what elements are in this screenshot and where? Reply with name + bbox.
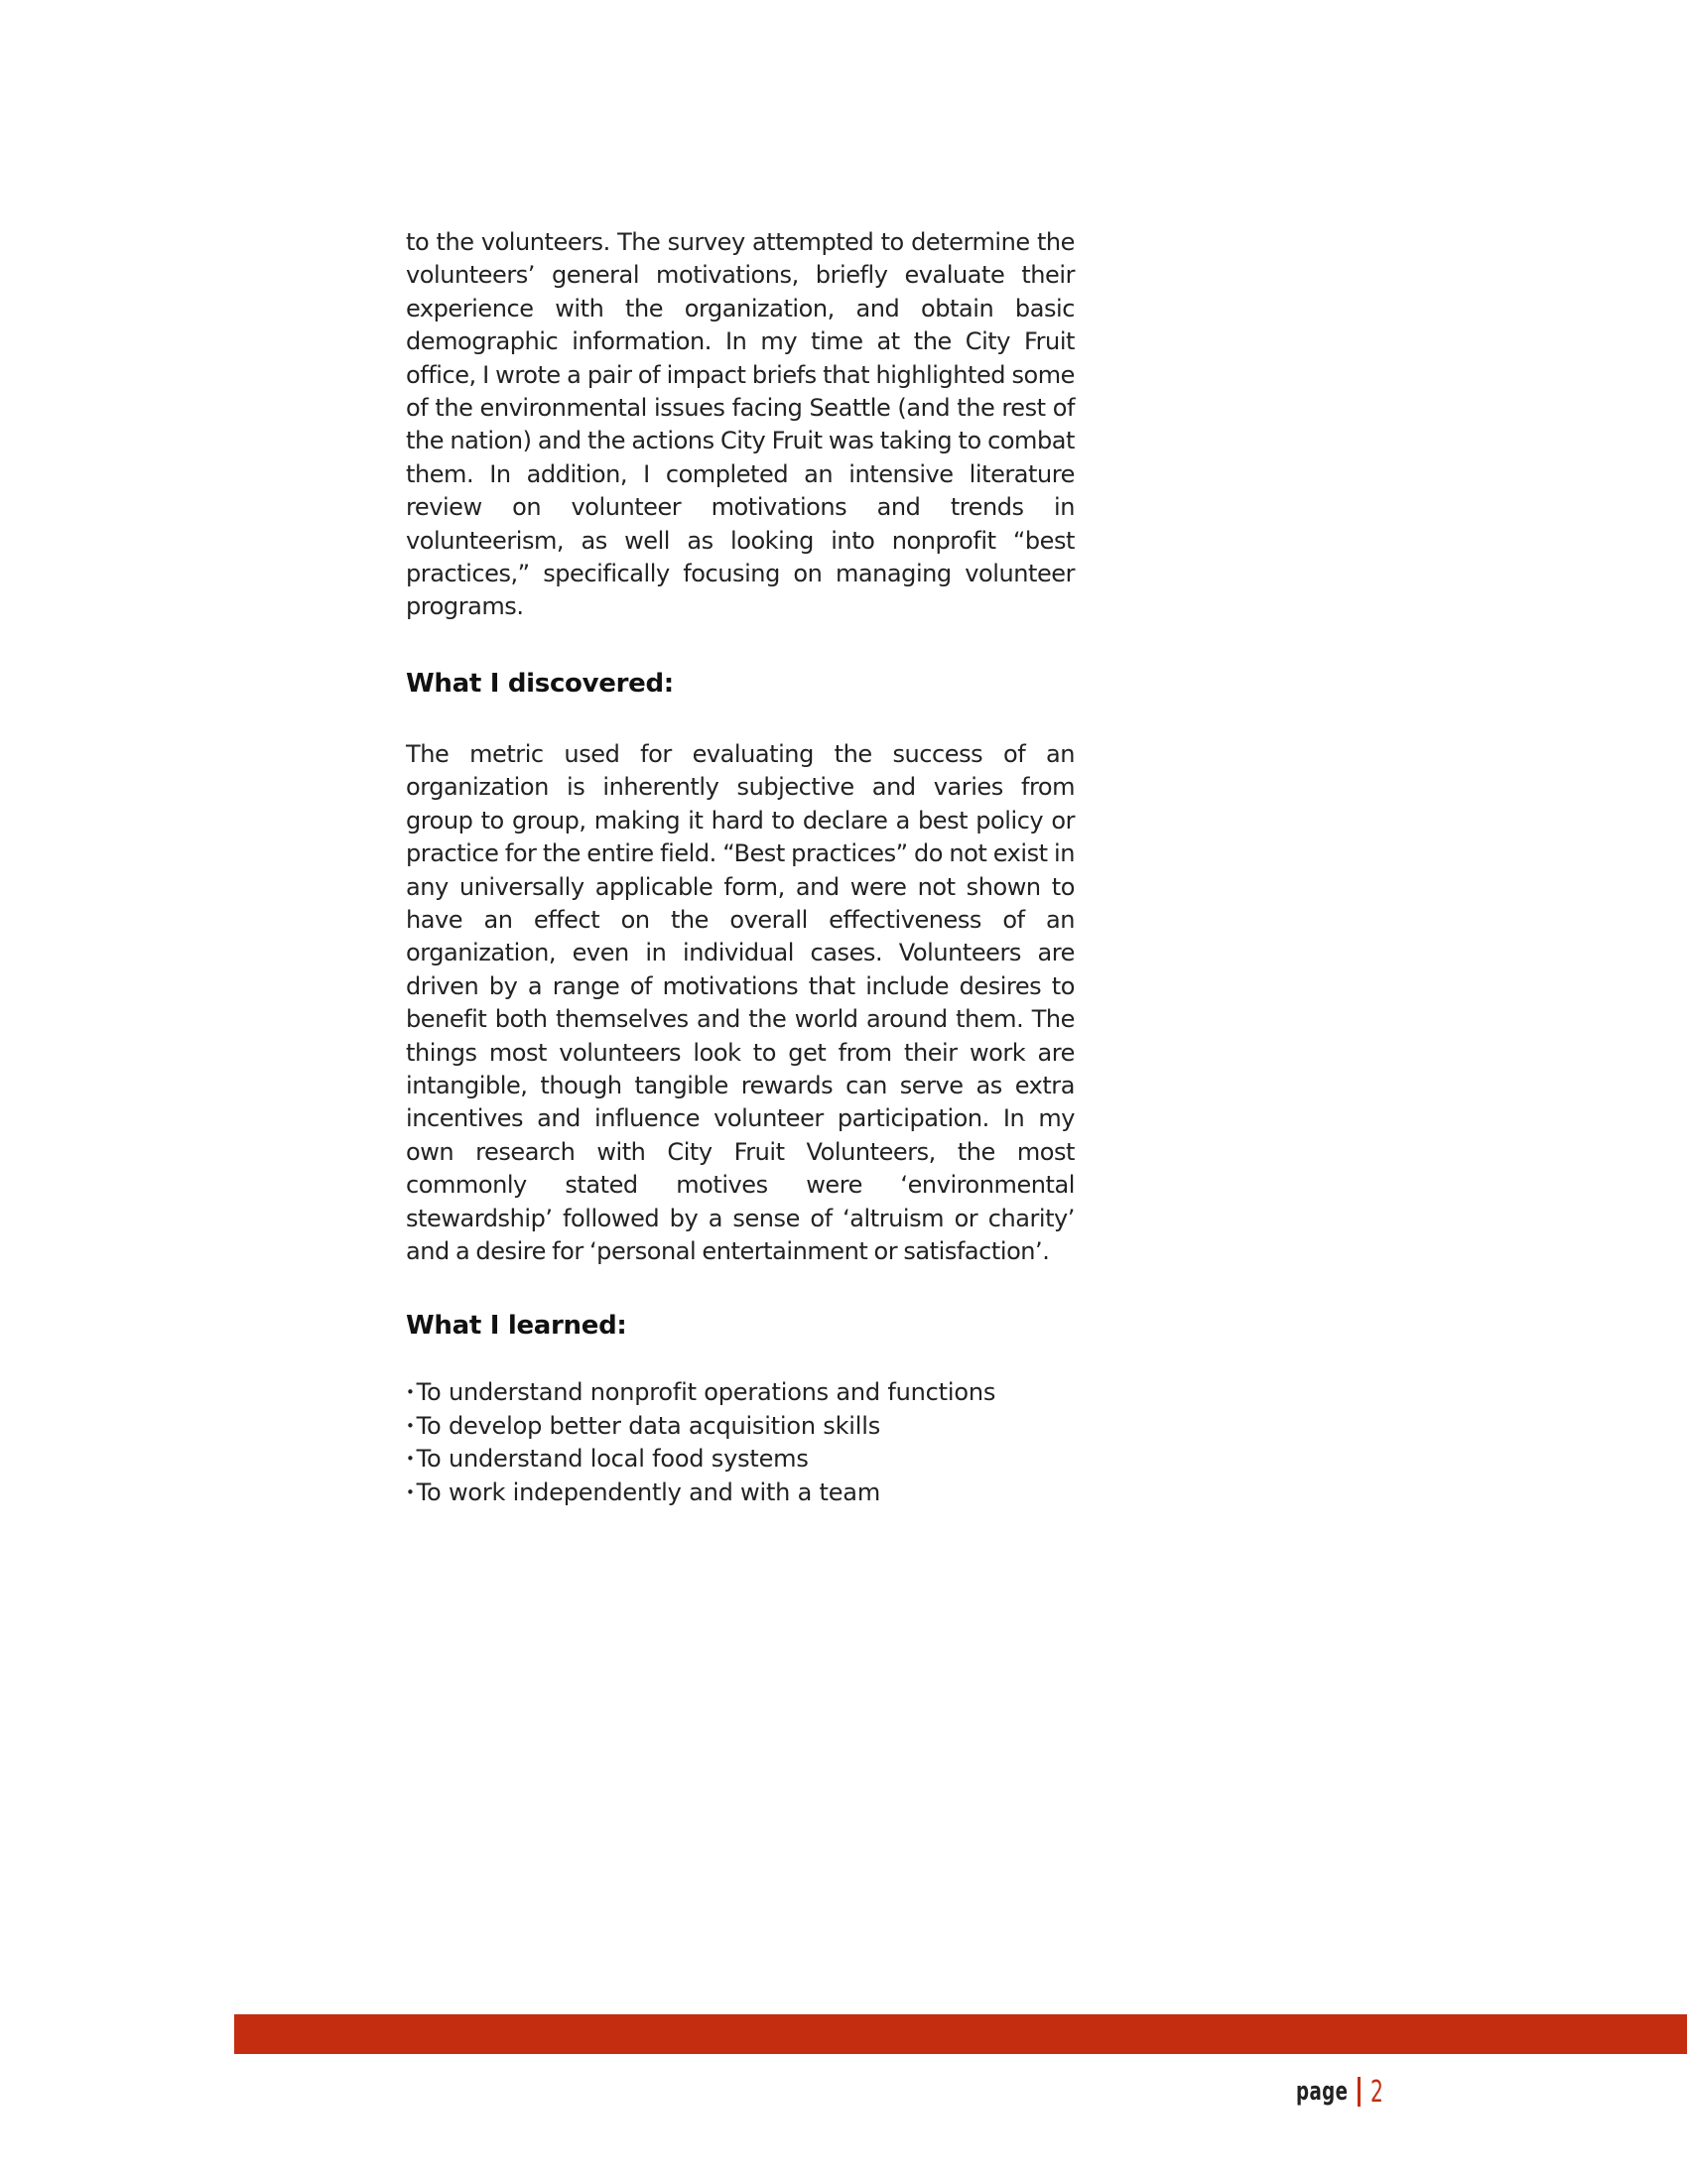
bullet-icon: • <box>406 1482 415 1501</box>
bullet-icon: • <box>406 1450 415 1469</box>
list-item <box>406 1443 1075 1476</box>
page-word: page <box>1296 2077 1349 2107</box>
list-item-text: To understand nonprofit operations and functions <box>416 1378 996 1407</box>
bullet-icon: • <box>406 1383 415 1402</box>
learned-list <box>406 1376 1075 1509</box>
bullet-icon: • <box>406 1416 415 1435</box>
intro-paragraph: to the volunteers. The survey attempted to determine the volunteers’ general motivations, briefly evaluate their experience with the organization, and obtain basic demographic information. In my time at the City Fruit office, I wrote a pair of impact briefs that highlighted some of the environmental issues facing Seattle (and the rest of the nation) and the actions City Fruit was taking to combat them. In addition, I completed an intensive literature review on volunteer motivations and trends in volunteerism, as well as looking into nonprofit “best practices,” specifically focusing on managing volunteer programs. <box>406 228 1075 621</box>
page-content <box>406 226 1075 1509</box>
discovered-paragraph: The metric used for evaluating the success of an organization is inherently subjective and varies from group to group, making it hard to declare a best policy or practice for the entire field. “Best practices” do not exist in any universally applicable form, and were not shown to have an effect on the overall effectiveness of an organization, even in individual cases. Volunteers are driven by a range of motivations that include desires to benefit both themselves and the world around them. The things most volunteers look to get from their work are intangible, though tangible rewards can serve as extra incentives and influence volunteer participation. In my own research with City Fruit Volunteers, the most commonly stated motives were ‘environmental stewardship’ followed by a sense of ‘altruism or charity’ and a desire for ‘personal entertainment or satisfaction’. <box>406 739 1075 1265</box>
footer-accent-bar <box>234 2014 1687 2054</box>
list-item <box>406 1477 1075 1509</box>
page-number-label <box>1296 2072 1387 2112</box>
list-item <box>406 1410 1075 1443</box>
page-separator <box>1358 2077 1361 2107</box>
section-heading-discovered: What I discovered: <box>406 668 674 699</box>
list-item-text: To understand local food systems <box>416 1445 809 1474</box>
section-heading-learned: What I learned: <box>406 1311 627 1342</box>
page-number: 2 <box>1370 2074 1383 2110</box>
list-item <box>406 1376 1075 1409</box>
list-item-text: To develop better data acquisition skills <box>416 1411 881 1440</box>
list-item-text: To work independently and with a team <box>416 1477 880 1506</box>
